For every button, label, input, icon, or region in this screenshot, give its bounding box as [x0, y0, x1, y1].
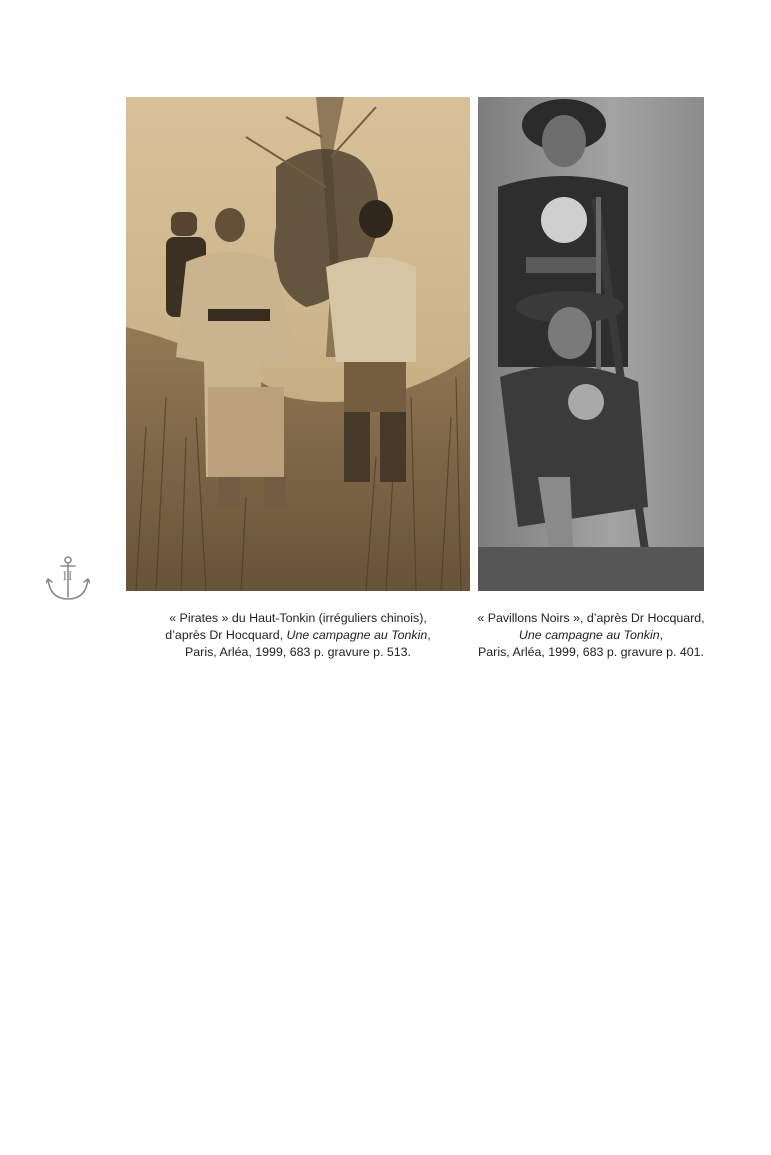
page-numeral: II [62, 568, 74, 583]
caption-left-line1: « Pirates » du Haut-Tonkin (irréguliers chinois), [169, 611, 427, 625]
page-marker [46, 555, 90, 603]
caption-left-line2 [126, 627, 470, 644]
caption-left-line2-pre: d’après Dr Hocquard, [165, 628, 287, 642]
caption-left-line2-post: , [427, 628, 431, 642]
photo-pirates-haut-tonkin [126, 97, 470, 591]
caption-left-line3: Paris, Arléa, 1999, 683 p. gravure p. 513. [185, 645, 411, 659]
caption-right-line2-post: , [659, 628, 664, 642]
caption-right-line3: Paris, Arléa, 1999, 683 p. gravure p. 401. [478, 645, 704, 659]
caption-right [468, 610, 714, 661]
caption-right-line2 [468, 627, 714, 644]
caption-left-book-title: Une campagne au Tonkin [286, 628, 428, 642]
caption-right-line1: « Pavillons Noirs », d’après Dr Hocquard, [477, 611, 705, 625]
caption-left [126, 610, 470, 661]
photo-pavillons-noirs [478, 97, 704, 591]
sepia-photo-illustration [126, 97, 470, 591]
bw-photo-illustration [478, 97, 704, 591]
caption-right-book-title: Une campagne au Tonkin [518, 628, 660, 642]
